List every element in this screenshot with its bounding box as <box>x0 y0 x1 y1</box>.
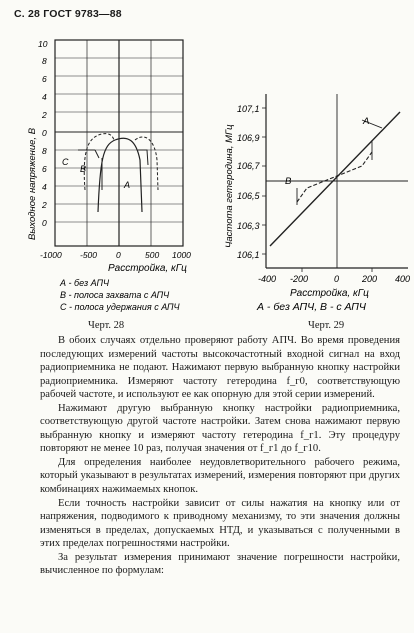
fig28-legend-item: А - без АПЧ <box>60 278 110 288</box>
fig28-ytick: 4 <box>42 182 47 192</box>
fig28-ytick: 2 <box>42 110 47 120</box>
fig28-marker-a: А <box>124 180 131 190</box>
page-header: С. 28 ГОСТ 9783—88 <box>14 8 122 20</box>
fig29-series-b <box>297 152 372 202</box>
paragraph: Для определения наиболее неудовлетворительного рабочего режима, который указывают в результатах измерений, измерения повторяют при других комбинациях нажимаемых кнопок. <box>40 456 400 496</box>
fig29-xlabel: Расстройка, кГц <box>290 288 369 299</box>
paragraph: В обоих случаях отдельно проверяют работу АПЧ. Во время проведения последующих измерений частоты высокочастотный входной сигнал на вход радиоприемника не подают. Нажимают первую выбранную кнопку настройки радиоприемника. Измеряют частоту гетеродина f_г0, соответствующую рабочей частоте, и используют ее как опорную для этой серии измерений. <box>40 335 400 401</box>
fig28-yticks <box>38 39 48 228</box>
fig28-xtick: -1000 <box>40 250 62 260</box>
fig29-ytick: 106,3 <box>237 221 260 231</box>
body-text <box>40 334 400 578</box>
fig28-caption: Черт. 28 <box>88 320 125 331</box>
fig28-xtick: 1000 <box>172 250 191 260</box>
fig28-ytick: 6 <box>42 74 47 84</box>
paragraph: За результат измерения принимают значение погрешности настройки, вычисленное по формулам: <box>40 551 400 577</box>
fig28-ytick: 4 <box>42 92 47 102</box>
fig28-ytick: 10 <box>38 39 48 49</box>
paragraph: Нажимают другую выбранную кнопку настройки радиоприемника, соответствующую другой частоте настройки. Затем снова нажимают первую выбранную кнопку и измеряют частоту гетеродина f_г1. Эту процедуру повторяют не менее 10 раз, получая значения от f_г1 до f_г10. <box>40 402 400 455</box>
fig28-ytick: 6 <box>42 164 47 174</box>
fig29-ytick: 107,1 <box>237 104 260 114</box>
fig29-marker-a: А <box>363 116 370 127</box>
figure-29 <box>205 85 414 320</box>
fig28-xtick: 0 <box>116 250 121 260</box>
paragraph: Если точность настройки зависит от силы нажатия на кнопку или от напряжения, подводимого к приводному механизму, то эти значения должны изменяться в пределах, допускаемых НТД, и указываться с полученными в этих пределах погрешностями настройки. <box>40 497 400 550</box>
figure-28 <box>0 22 205 322</box>
fig29-ytick: 106,9 <box>237 133 260 143</box>
fig28-ytick: 0 <box>42 128 47 138</box>
fig29-ylabel: Частота гетеродина, МГц <box>224 124 235 248</box>
fig29-ytick: 106,7 <box>237 161 260 171</box>
fig28-xtick: -500 <box>80 250 98 260</box>
fig28-xtick: 500 <box>145 250 160 260</box>
fig28-marker-b: В <box>80 164 87 174</box>
fig28-xlabel: Расстройка, кГц <box>108 263 187 274</box>
fig29-legend: А - без АПЧ, В - с АПЧ <box>257 301 366 313</box>
fig29-xtick: 200 <box>362 274 378 284</box>
fig28-legend-item: С - полоса удержания с АПЧ <box>60 302 180 312</box>
fig29-caption: Черт. 29 <box>308 320 345 331</box>
fig29-xtick: -200 <box>290 274 309 284</box>
fig28-marker-c: С <box>62 157 69 167</box>
fig28-ytick: 2 <box>42 200 47 210</box>
fig28-ytick: 8 <box>42 56 47 66</box>
fig29-xtick: 400 <box>395 274 411 284</box>
fig28-ytick: 8 <box>42 146 47 156</box>
fig29-ytick: 106,5 <box>237 191 260 201</box>
fig28-ytick: 0 <box>42 218 47 228</box>
fig29-xtick: -400 <box>258 274 277 284</box>
fig28-legend-item: В - полоса захвата с АПЧ <box>60 290 170 300</box>
fig29-ytick: 106,1 <box>237 250 260 260</box>
fig28-ylabel: Выходное напряжение, В <box>27 127 38 240</box>
fig29-xtick: 0 <box>334 274 340 284</box>
fig29-marker-b: В <box>285 176 292 187</box>
